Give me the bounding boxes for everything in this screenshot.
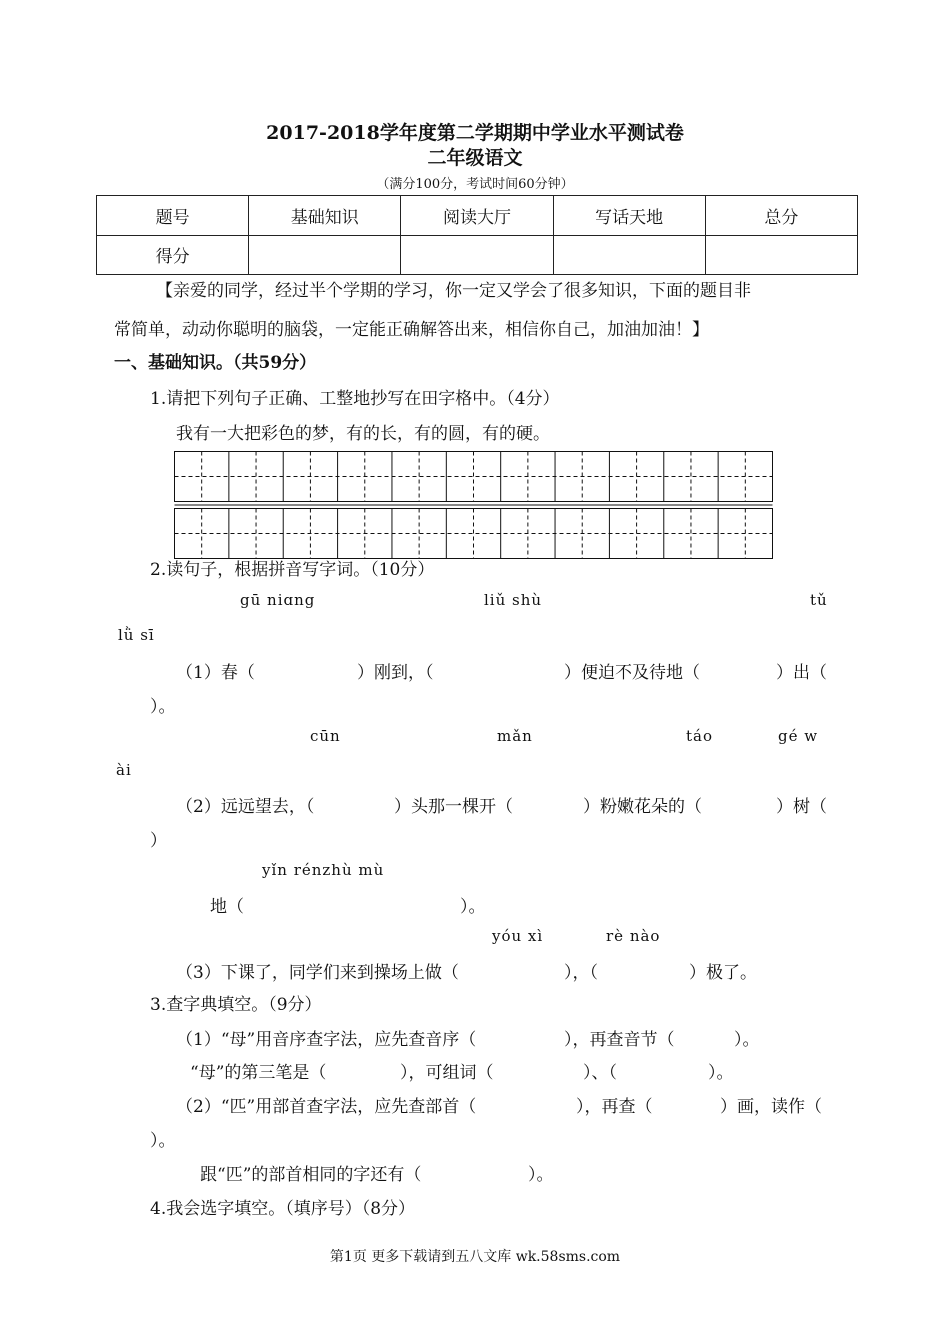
pinyin-cun: cūn bbox=[310, 727, 341, 745]
q3-l1a: （1）“母”用音序查字法，应先查音序（ bbox=[176, 1030, 477, 1050]
q2-s2e: ） bbox=[150, 831, 167, 851]
score-header-cell: 基础知识 bbox=[249, 196, 401, 236]
score-header-cell: 总分 bbox=[705, 196, 857, 236]
score-table bbox=[96, 195, 858, 275]
q3-l3b: ），再查（ bbox=[576, 1097, 653, 1117]
q2-s1d: ）出（ bbox=[776, 663, 827, 683]
q3-l2a: “母”的第三笔是（ bbox=[190, 1063, 327, 1083]
pinyin-lvsi: lǜ sī bbox=[118, 626, 155, 644]
score-table-header-row bbox=[97, 196, 858, 236]
q2-prompt: 2.读句子，根据拼音写字词。（10分） bbox=[150, 560, 435, 580]
q3-l2d: ）。 bbox=[708, 1063, 734, 1083]
exam-note: （满分100分，考试时间60分钟） bbox=[376, 177, 574, 192]
q3-l4b: ）。 bbox=[528, 1165, 554, 1185]
pinyin-guniang: gū niɑng bbox=[240, 591, 316, 609]
q2-s3b: ）。 bbox=[460, 897, 486, 917]
q2-s2b: ）头那一棵开（ bbox=[394, 797, 513, 817]
q2-s4c: ）极了。 bbox=[689, 963, 757, 983]
q2-s1b: ）刚到，（ bbox=[357, 663, 434, 683]
score-table-score-row bbox=[97, 235, 858, 275]
pinyin-man: mǎn bbox=[497, 727, 533, 745]
intro-line-2: 常简单，动动你聪明的脑袋，一定能正确解答出来，相信你自己，加油加油！】 bbox=[114, 320, 709, 340]
q3-l1b: ），再查音节（ bbox=[564, 1030, 675, 1050]
page-subtitle: 二年级语文 bbox=[427, 147, 523, 169]
score-blank-cell[interactable] bbox=[553, 235, 705, 275]
score-blank-cell[interactable] bbox=[401, 235, 553, 275]
pinyin-liushu: liǔ shù bbox=[484, 591, 543, 609]
q3-l3a: （2）“匹”用部首查字法，应先查部首（ bbox=[176, 1097, 477, 1117]
q2-s4b: ），（ bbox=[564, 963, 598, 983]
score-header-cell: 阅读大厅 bbox=[401, 196, 553, 236]
q2-s2a: （2）远远望去，（ bbox=[176, 797, 315, 817]
page-title: 2017-2018学年度第二学期期中学业水平测试卷 bbox=[266, 122, 684, 144]
pinyin-renao: rè nào bbox=[606, 927, 661, 945]
score-blank-cell[interactable] bbox=[705, 235, 857, 275]
q2-s2c: ）粉嫩花朵的（ bbox=[583, 797, 702, 817]
q2-s2d: ）树（ bbox=[776, 797, 827, 817]
pinyin-gew: gé w bbox=[778, 727, 819, 745]
pinyin-ai: ài bbox=[116, 761, 132, 779]
q2-s1a: （1）春（ bbox=[176, 663, 255, 683]
q3-l4a: 跟“匹”的部首相同的字还有（ bbox=[200, 1165, 422, 1185]
pinyin-yinrenzhumu: yǐn rénzhù mù bbox=[262, 861, 385, 879]
score-header-cell: 题号 bbox=[97, 196, 249, 236]
q2-s1c: ）便迫不及待地（ bbox=[564, 663, 700, 683]
q3-l2c: ）、（ bbox=[583, 1063, 617, 1083]
score-row-label: 得分 bbox=[97, 235, 249, 275]
pinyin-tu: tǔ bbox=[810, 591, 828, 609]
pinyin-youxi: yóu xì bbox=[492, 927, 544, 945]
q3-prompt: 3.查字典填空。（9分） bbox=[150, 995, 322, 1015]
q3-l3d: ）。 bbox=[150, 1131, 176, 1151]
page-footer: 第1页 更多下载请到五八文库 wk.58sms.com bbox=[329, 1249, 621, 1265]
q2-s4a: （3）下课了，同学们来到操场上做（ bbox=[176, 963, 459, 983]
q1-sentence: 我有一大把彩色的梦，有的长，有的圆，有的硬。 bbox=[176, 424, 550, 444]
q3-l2b: ），可组词（ bbox=[400, 1063, 494, 1083]
section-heading: 一、基础知识。（共59分） bbox=[114, 353, 317, 373]
q1-prompt: 1.请把下列句子正确、工整地抄写在田字格中。（4分） bbox=[150, 389, 560, 409]
intro-line-1: 【亲爱的同学，经过半个学期的学习，你一定又学会了很多知识，下面的题目非 bbox=[156, 281, 751, 301]
score-header-cell: 写话天地 bbox=[553, 196, 705, 236]
q4-prompt: 4.我会选字填空。（填序号）（8分） bbox=[150, 1199, 416, 1219]
tianzige-grid[interactable] bbox=[174, 451, 774, 561]
q3-l1c: ）。 bbox=[734, 1030, 760, 1050]
q2-s1e: ）。 bbox=[150, 697, 176, 717]
score-blank-cell[interactable] bbox=[249, 235, 401, 275]
q3-l3c: ）画，读作（ bbox=[720, 1097, 822, 1117]
q2-s3a: 地（ bbox=[210, 897, 244, 917]
pinyin-tao: táo bbox=[686, 727, 714, 745]
